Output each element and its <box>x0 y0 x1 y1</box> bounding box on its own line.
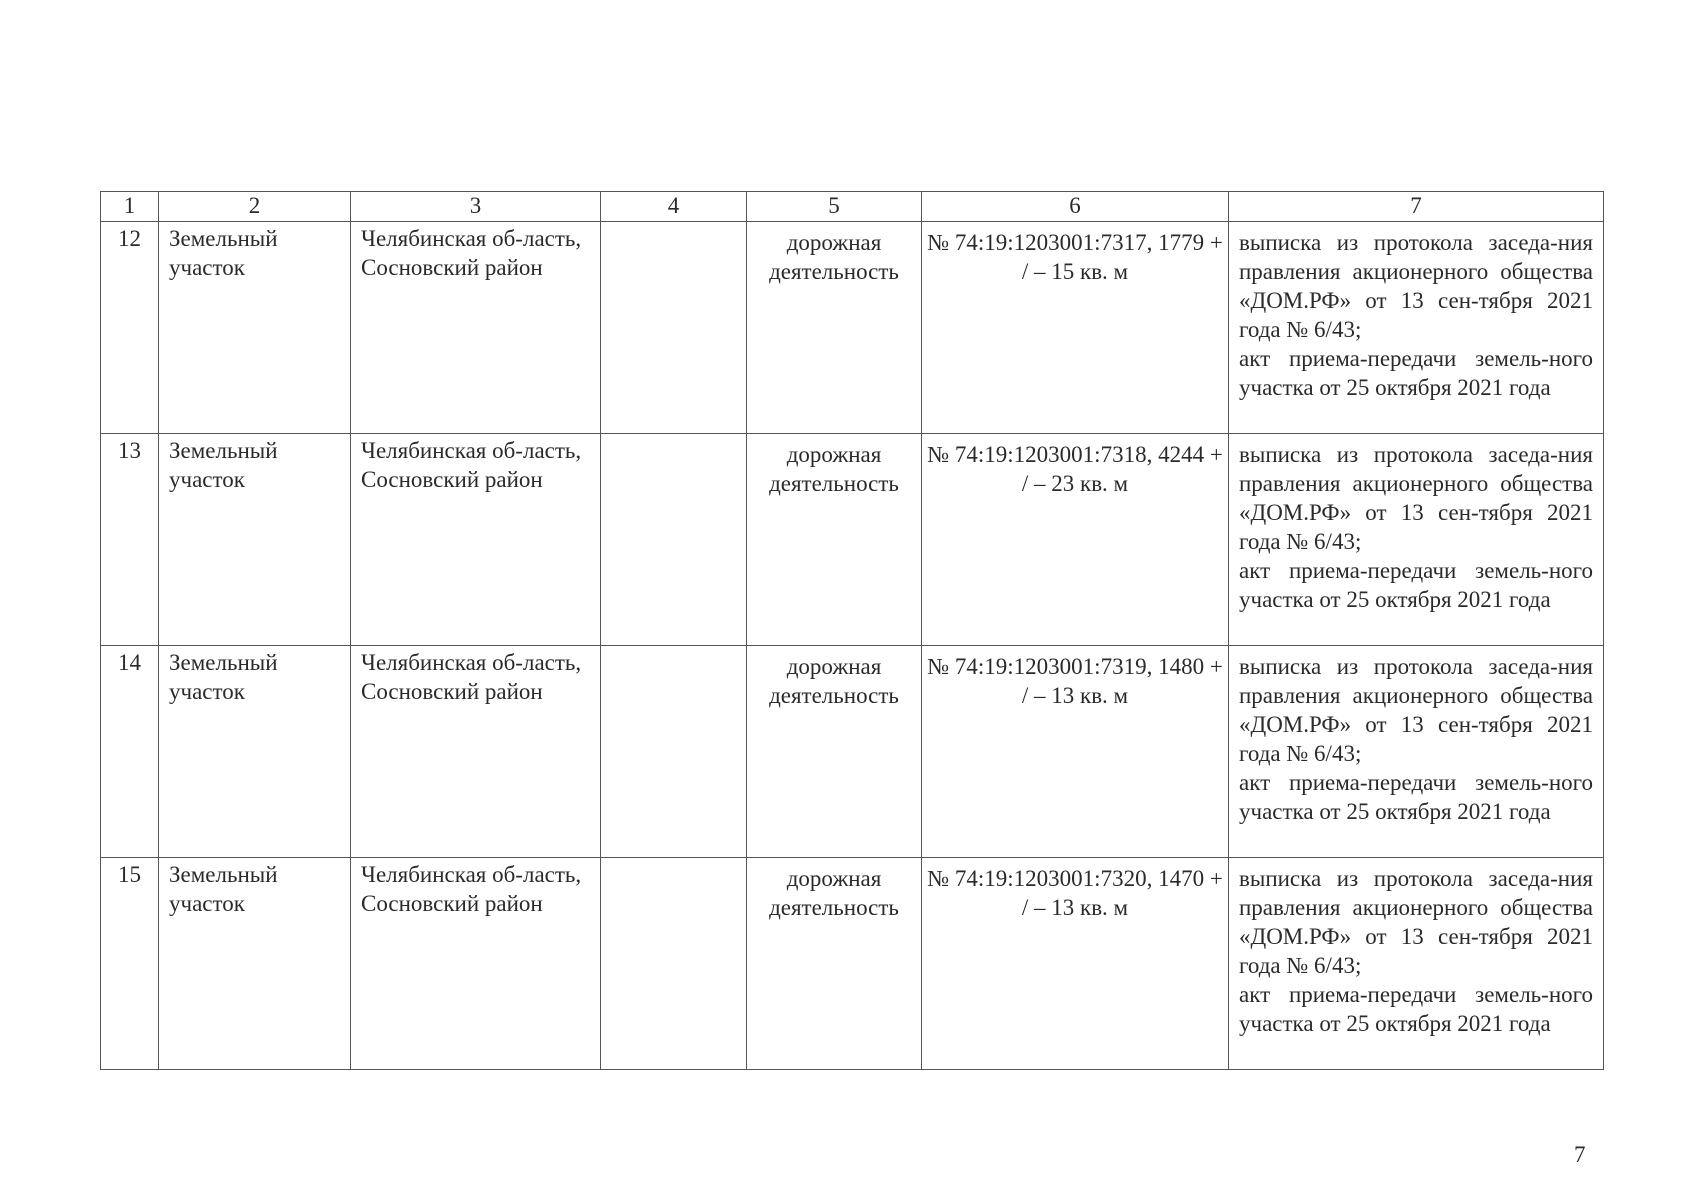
column-number-row <box>101 192 1604 222</box>
ownership-basis <box>1229 434 1604 646</box>
empty-cell <box>601 646 747 858</box>
column-header-1: 1 <box>101 192 159 222</box>
cadastral-number-area: № 74:19:1203001:7317, 1779 + / – 15 кв. м <box>922 222 1229 434</box>
column-header-2: 2 <box>159 192 351 222</box>
protocol-extract-text: выписка из протокола заседа-ния правления акционерного общества «ДОМ.РФ» от 13 сен-тября 2021 года № 6/43; <box>1239 230 1593 342</box>
column-header-3: 3 <box>351 192 601 222</box>
table-row <box>101 858 1604 1070</box>
transfer-act-text: акт приема-передачи земель-ного участка от 25 октября 2021 года <box>1239 346 1593 400</box>
table-row <box>101 646 1604 858</box>
row-number: 14 <box>101 646 159 858</box>
transfer-act-text: акт приема-передачи земель-ного участка от 25 октября 2021 года <box>1239 558 1593 612</box>
protocol-extract-text: выписка из протокола заседа-ния правления акционерного общества «ДОМ.РФ» от 13 сен-тября 2021 года № 6/43; <box>1239 654 1593 766</box>
column-header-6: 6 <box>922 192 1229 222</box>
row-number: 13 <box>101 434 159 646</box>
table-row <box>101 222 1604 434</box>
column-header-5: 5 <box>747 192 922 222</box>
transfer-act-text: акт приема-передачи земель-ного участка от 25 октября 2021 года <box>1239 770 1593 824</box>
object-purpose: дорожная деятельность <box>747 646 922 858</box>
ownership-basis <box>1229 858 1604 1070</box>
land-plot-register-table <box>100 191 1604 1070</box>
cadastral-number-area: № 74:19:1203001:7319, 1480 + / – 13 кв. м <box>922 646 1229 858</box>
object-name: Земельный участок <box>159 646 351 858</box>
object-location: Челябинская об-ласть, Сосновский район <box>351 434 601 646</box>
empty-cell <box>601 434 747 646</box>
row-number: 12 <box>101 222 159 434</box>
page-number: 7 <box>1574 1142 1586 1167</box>
transfer-act-text: акт приема-передачи земель-ного участка от 25 октября 2021 года <box>1239 982 1593 1036</box>
object-purpose: дорожная деятельность <box>747 434 922 646</box>
object-name: Земельный участок <box>159 222 351 434</box>
object-name: Земельный участок <box>159 434 351 646</box>
object-purpose: дорожная деятельность <box>747 858 922 1070</box>
object-name: Земельный участок <box>159 858 351 1070</box>
protocol-extract-text: выписка из протокола заседа-ния правления акционерного общества «ДОМ.РФ» от 13 сен-тября 2021 года № 6/43; <box>1239 866 1593 978</box>
column-header-7: 7 <box>1229 192 1604 222</box>
ownership-basis <box>1229 222 1604 434</box>
cadastral-number-area: № 74:19:1203001:7318, 4244 + / – 23 кв. м <box>922 434 1229 646</box>
object-purpose: дорожная деятельность <box>747 222 922 434</box>
column-header-4: 4 <box>601 192 747 222</box>
protocol-extract-text: выписка из протокола заседа-ния правления акционерного общества «ДОМ.РФ» от 13 сен-тября 2021 года № 6/43; <box>1239 442 1593 554</box>
object-location: Челябинская об-ласть, Сосновский район <box>351 646 601 858</box>
object-location: Челябинская об-ласть, Сосновский район <box>351 858 601 1070</box>
cadastral-number-area: № 74:19:1203001:7320, 1470 + / – 13 кв. м <box>922 858 1229 1070</box>
object-location: Челябинская об-ласть, Сосновский район <box>351 222 601 434</box>
ownership-basis <box>1229 646 1604 858</box>
empty-cell <box>601 858 747 1070</box>
row-number: 15 <box>101 858 159 1070</box>
empty-cell <box>601 222 747 434</box>
table-row <box>101 434 1604 646</box>
